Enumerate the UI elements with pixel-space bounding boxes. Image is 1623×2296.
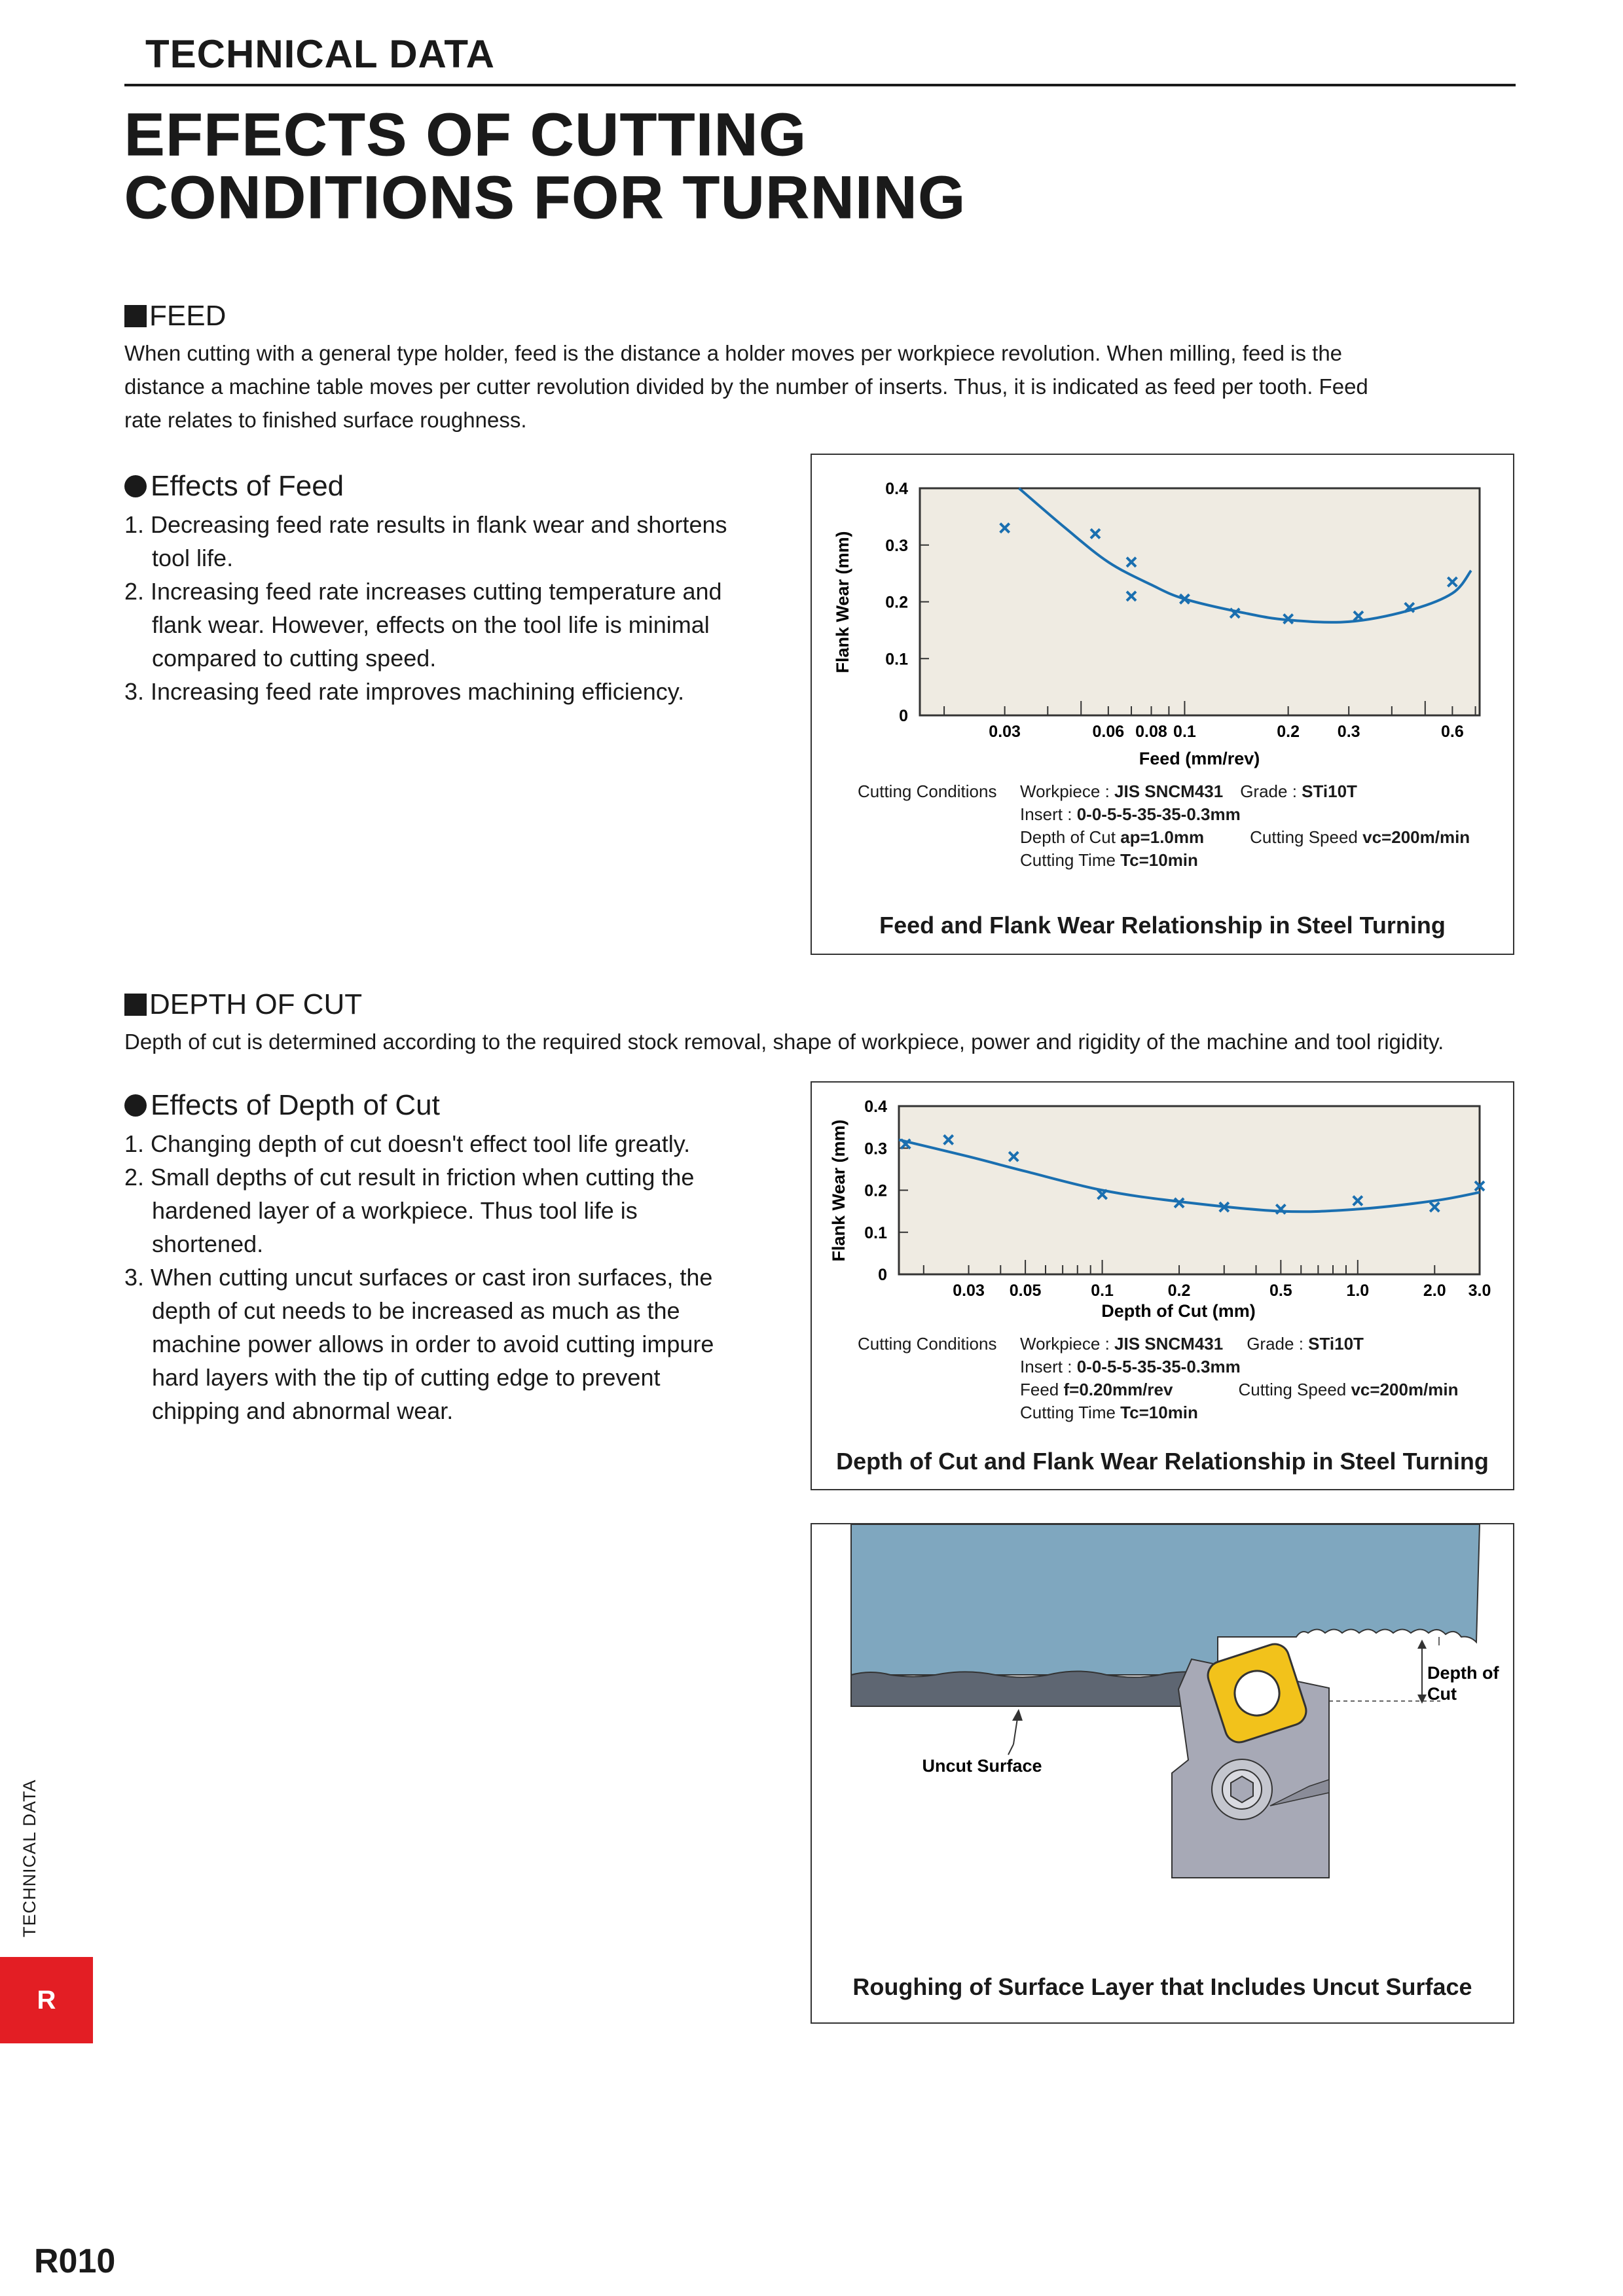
depth-of-cut-heading — [124, 988, 362, 1021]
y-tick-label: 0.1 — [864, 1223, 887, 1242]
y-tick-label: 0.2 — [864, 1181, 887, 1200]
square-bullet-icon — [124, 305, 147, 327]
x-tick-label: 0.2 — [1277, 723, 1300, 741]
uncut-surface-label: Uncut Surface — [922, 1756, 1042, 1776]
x-tick-label: 0.1 — [1173, 723, 1196, 741]
square-bullet-icon — [124, 994, 147, 1016]
title-line-1: EFFECTS OF CUTTING — [124, 101, 807, 168]
x-tick-label: 1.0 — [1346, 1282, 1370, 1300]
conditions-line: Workpiece : JIS SNCM431 Grade : STi10T — [1020, 1334, 1364, 1354]
x-tick-label: 0.1 — [1091, 1282, 1114, 1300]
effects-of-feed-heading-text: Effects of Feed — [151, 470, 344, 502]
title-line-2: CONDITIONS FOR TURNING — [124, 164, 966, 231]
circle-bullet-icon — [124, 475, 147, 497]
header-rule — [124, 84, 1516, 86]
depth-figure-frame — [811, 1081, 1514, 1490]
y-tick-label: 0.2 — [885, 593, 908, 612]
conditions-line: Feed f=0.20mm/rev Cutting Speed vc=200m/min — [1020, 1380, 1459, 1399]
depth-figure-caption: Depth of Cut and Flank Wear Relationship in Steel Turning — [836, 1448, 1489, 1475]
feed-conditions — [1020, 780, 1504, 872]
conditions-line: Workpiece : JIS SNCM431 Grade : STi10T — [1020, 781, 1357, 801]
x-axis-label: Depth of Cut (mm) — [1101, 1301, 1256, 1321]
list-item: 1. Decreasing feed rate results in flank wear and shortens tool life. — [124, 511, 727, 571]
feed-flank-wear-chart — [812, 455, 1516, 821]
workpiece-body — [851, 1524, 1480, 1675]
list-item: 1. Changing depth of cut doesn't effect tool life greatly. — [124, 1130, 691, 1157]
effects-of-depth-heading — [124, 1089, 440, 1122]
feed-conditions-label: Cutting Conditions — [858, 781, 997, 801]
feed-figure-caption: Feed and Flank Wear Relationship in Steel Turning — [879, 912, 1446, 939]
y-axis-label: Flank Wear (mm) — [829, 1119, 848, 1262]
y-tick-label: 0.4 — [885, 480, 908, 498]
feed-paragraph — [124, 336, 1532, 437]
list-item: 2. Small depths of cut result in friction when cutting the hardened layer of a workpiece. Thus tool life is shortened. — [124, 1164, 695, 1257]
feed-heading — [124, 300, 226, 332]
page-number: R010 — [34, 2242, 116, 2280]
depth-conditions-label: Cutting Conditions — [858, 1334, 997, 1354]
conditions-line: Depth of Cut ap=1.0mm Cutting Speed vc=200m/min — [1020, 827, 1470, 847]
x-tick-label: 2.0 — [1423, 1282, 1446, 1300]
feed-heading-text: FEED — [149, 300, 227, 332]
feed-paragraph-line: distance a machine table moves per cutter revolution divided by the number of inserts. Thus, it is indicated as feed per tooth. Feed — [124, 374, 1368, 399]
y-tick-label: 0.3 — [885, 536, 908, 555]
side-tab[interactable]: R — [0, 1957, 93, 2043]
plot-area — [899, 1106, 1480, 1274]
depth-effects-list — [124, 1127, 779, 1427]
depth-conditions — [1020, 1333, 1511, 1424]
conditions-line: Cutting Time Tc=10min — [1020, 850, 1198, 870]
depth-of-cut-paragraph: Depth of cut is determined according to the required stock removal, shape of workpiece, power and rigidity of the machine and tool rigidity. — [124, 1030, 1444, 1054]
x-tick-label: 0.03 — [953, 1282, 985, 1300]
x-tick-label: 0.3 — [1337, 723, 1360, 741]
y-tick-label: 0.3 — [864, 1139, 887, 1158]
y-axis-label: Flank Wear (mm) — [833, 531, 852, 673]
header-label: TECHNICAL DATA — [145, 32, 495, 76]
list-item: 3. Increasing feed rate improves machining efficiency. — [124, 678, 685, 705]
conditions-line: Insert : 0-0-5-5-35-35-0.3mm — [1020, 1357, 1241, 1376]
side-tab-label: TECHNICAL DATA — [20, 1779, 39, 1937]
x-tick-label: 0.06 — [1092, 723, 1125, 741]
depth-of-cut-label-1: Depth of — [1427, 1663, 1499, 1683]
effects-of-depth-heading-text: Effects of Depth of Cut — [151, 1089, 440, 1121]
x-tick-label: 0.2 — [1167, 1282, 1191, 1300]
y-tick-label: 0 — [878, 1266, 887, 1284]
feed-effects-list — [124, 508, 779, 708]
conditions-line: Insert : 0-0-5-5-35-35-0.3mm — [1020, 804, 1241, 824]
roughing-diagram — [812, 1524, 1516, 1943]
y-tick-label: 0.1 — [885, 650, 908, 669]
list-item: 3. When cutting uncut surfaces or cast iron surfaces, the depth of cut needs to be increased as much as the machine power allows in order to avoid cutting impure hard layers with the tip of cutting edge to prevent chipping and abnormal wear. — [124, 1264, 714, 1424]
roughing-figure-caption: Roughing of Surface Layer that Includes Uncut Surface — [852, 1973, 1472, 2000]
feed-paragraph-line: When cutting with a general type holder, feed is the distance a holder moves per workpiece revolution. When milling, feed is the — [124, 341, 1343, 365]
feed-paragraph-line: rate relates to finished surface roughness. — [124, 408, 527, 432]
uncut-surface-layer — [851, 1671, 1218, 1706]
y-tick-label: 0 — [899, 707, 908, 725]
feed-figure-frame — [811, 454, 1514, 955]
x-tick-label: 0.05 — [1009, 1282, 1042, 1300]
x-tick-label: 0.08 — [1135, 723, 1167, 741]
depth-flank-wear-chart — [812, 1083, 1516, 1331]
depth-of-cut-label-2: Cut — [1427, 1684, 1457, 1704]
x-tick-label: 0.03 — [989, 723, 1021, 741]
hex-socket-icon — [1231, 1776, 1253, 1803]
y-tick-label: 0.4 — [864, 1098, 887, 1116]
x-tick-label: 0.5 — [1269, 1282, 1292, 1300]
x-axis-label: Feed (mm/rev) — [1139, 749, 1260, 768]
depth-of-cut-heading-text: DEPTH OF CUT — [149, 988, 363, 1020]
effects-of-feed-heading — [124, 470, 344, 503]
page-title — [124, 103, 966, 229]
list-item: 2. Increasing feed rate increases cutting temperature and flank wear. However, effects on the tool life is minimal compared to cutting speed. — [124, 578, 722, 672]
x-tick-label: 0.6 — [1441, 723, 1464, 741]
roughing-figure-frame — [811, 1523, 1514, 2024]
x-tick-label: 3.0 — [1468, 1282, 1491, 1300]
circle-bullet-icon — [124, 1094, 147, 1117]
conditions-line: Cutting Time Tc=10min — [1020, 1403, 1198, 1422]
